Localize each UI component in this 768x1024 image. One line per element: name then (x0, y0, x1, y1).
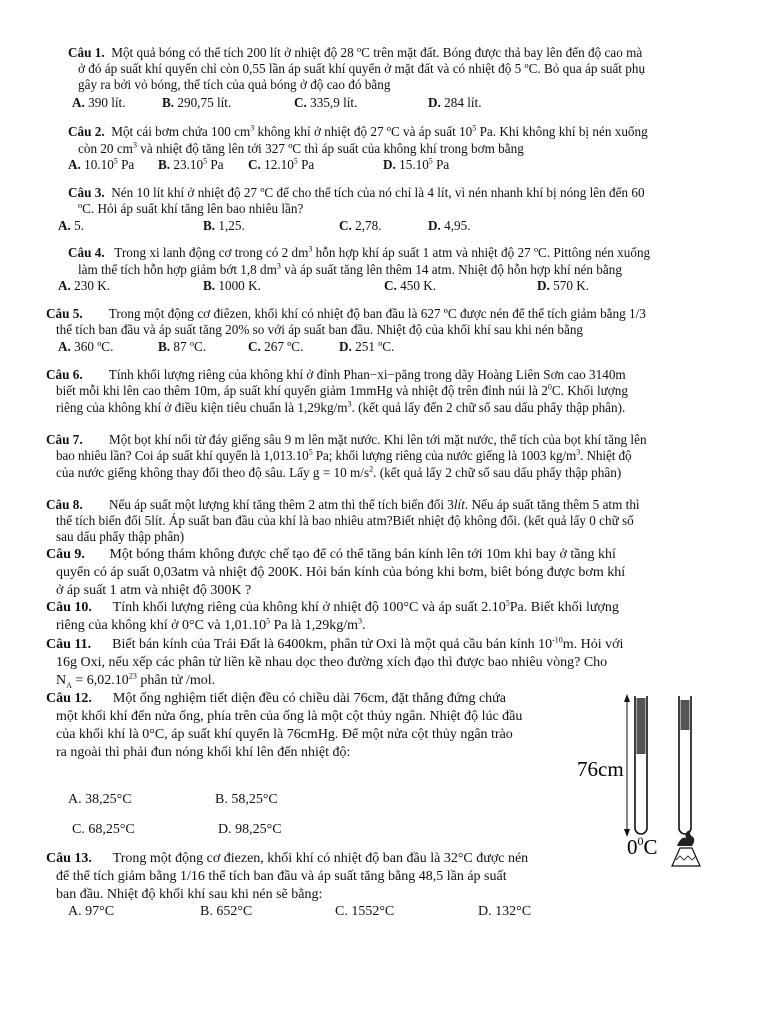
option-letter: A. (58, 278, 71, 293)
question-6-line-1 (46, 367, 626, 383)
option-unit: Pa (297, 157, 315, 172)
text: Nén 10 lít khí ở nhiệt độ 27 ºC để cho thể tích của nó chỉ là 4 lít, vì nén nhanh khí bị nóng lên đến 60 (111, 185, 645, 200)
question-12-line-4: ra ngoài thì phải đun nóng khối khí lên đến nhiệt độ: (56, 745, 351, 760)
text: N (56, 673, 67, 688)
question-2-line-2 (78, 141, 524, 157)
superscript: 5 (472, 123, 477, 133)
superscript: 5 (113, 156, 118, 166)
option-letter: C. (339, 218, 352, 233)
superscript: 5 (308, 447, 313, 457)
text: m. Hỏi với (562, 637, 624, 652)
text: Tính khối lượng riêng của không khí ở đỉnh Phan−xi−păng trong dãy Hoàng Liên Sơn cao 3140m (108, 367, 626, 382)
text: phân tử /mol. (136, 673, 216, 688)
question-13-line-3: ban đầu. Nhiệt độ khối khí sau khi nén sẽ bằng: (56, 887, 323, 902)
option-b[interactable] (158, 339, 206, 355)
option-c[interactable]: C. 1552°C (335, 904, 395, 919)
text: không khí ở nhiệt độ 27 ºC và áp suất 10 (254, 124, 473, 139)
question-9-line-1 (46, 546, 616, 563)
superscript: 5 (505, 598, 510, 608)
question-11-line-1 (46, 636, 623, 653)
option-text: 360 ºC. (70, 339, 114, 354)
option-letter: D. (428, 218, 441, 233)
text: Pa. Khi không khí bị nén xuống (476, 124, 648, 139)
superscript: 3 (132, 140, 137, 150)
option-text: 570 K. (549, 278, 590, 293)
text: Biết bán kính của Trái Đất là 6400km, phân tử Oxi là một quả cầu bán kính 10 (112, 637, 553, 652)
question-1-line-3: gây ra bởi vỏ bóng, thể tích của quả bóng ở độ cao đó bằng (78, 77, 391, 92)
question-5-line-2: thể tích ban đầu và áp suất tăng 20% so với áp suất ban đầu. Nhiệt độ của khối khí sau khi nén bằng (56, 322, 584, 337)
option-c[interactable]: C. 68,25°C (72, 822, 135, 837)
option-text: 2,78. (351, 218, 382, 233)
superscript: 0 (547, 382, 552, 392)
option-letter: C. (248, 339, 261, 354)
superscript: 2 (369, 464, 374, 474)
option-text: 4,95. (440, 218, 471, 233)
option-text: 251 ºC. (351, 339, 395, 354)
option-a[interactable] (72, 95, 126, 111)
option-text: 87 ºC. (170, 339, 207, 354)
option-text: 335,9 lít. (306, 95, 358, 110)
option-text: 10.10 (80, 157, 114, 172)
text: Một ống nghiệm tiết diện đều có chiều dài 76cm, đặt thẳng đứng chứa (112, 691, 506, 706)
option-d[interactable] (428, 218, 471, 234)
superscript: 3 (347, 399, 352, 409)
question-8-label: Câu 8. (46, 497, 83, 512)
question-2-label: Câu 2. (68, 124, 105, 139)
burner-base (672, 848, 700, 866)
question-11-line-3 (56, 672, 215, 689)
option-d[interactable]: D. 98,25°C (218, 822, 282, 837)
text: còn 20 cm (78, 141, 133, 156)
option-letter: C. (248, 157, 261, 172)
question-13-line-1 (46, 850, 528, 867)
test-tube-figure (575, 690, 705, 870)
option-letter: B. (203, 218, 216, 233)
option-text: 15.10 (395, 157, 429, 172)
option-letter: A. (68, 157, 81, 172)
option-d[interactable] (383, 157, 449, 173)
superscript: 5 (266, 616, 271, 626)
italic-text: lít (453, 497, 465, 512)
option-b[interactable] (162, 95, 231, 111)
arrow-head-top (624, 694, 630, 702)
question-2-line-1 (68, 124, 648, 140)
question-12-line-2: một khối khí đến nửa ống, phía trên của ống là một cột thủy ngân. Nhiệt độ lúc đầu (56, 709, 523, 724)
length-label: 76cm (577, 757, 624, 781)
question-7-line-2 (56, 448, 632, 464)
superscript: 3 (576, 447, 581, 457)
question-11-line-2: 16g Oxi, nếu xếp các phân tử liền kề nhau dọc theo đường xích đạo thì được bao nhiêu vòng? Cho (56, 655, 608, 670)
option-letter: B. (158, 339, 171, 354)
option-b[interactable]: B. 58,25°C (215, 792, 278, 807)
text: Một cái bơm chứa 100 cm (111, 124, 251, 139)
question-9-line-3: ở áp suất 1 atm và nhiệt độ 300K ? (56, 583, 252, 598)
subscript: A (66, 680, 72, 690)
mercury-column-right (681, 700, 690, 730)
superscript: 3 (358, 616, 363, 626)
question-1-text-1: Một quả bóng có thể tích 200 lít ở nhiệt độ 28 ºC trên mặt đất. Bóng được thả bay lên đến độ cao mà (111, 45, 643, 60)
question-1-label: Câu 1. (68, 45, 105, 60)
option-d[interactable] (537, 278, 589, 294)
superscript: 3 (250, 123, 255, 133)
question-6-label: Câu 6. (46, 367, 83, 382)
question-6-line-3 (56, 400, 625, 416)
test-tube-diagram (575, 690, 705, 870)
text: Pa; khối lượng riêng của nước giếng là 1003 kg/m (312, 448, 577, 463)
question-9-line-2: quyển có áp suất 0,03atm và nhiệt độ 200K. Hỏi bán kính của bóng khi bơm, biêt bóng được bơm khí (56, 565, 626, 580)
text: . (kết quả lấy đến 2 chữ số sau dấu phẩy thập phân). (351, 400, 626, 415)
question-10-line-1 (46, 599, 619, 616)
text: Một bọt khí nổi từ đáy giếng sâu 9 m lên mặt nước. Khi lên tới mặt nước, thể tích của bọt khí tăng lên (109, 432, 647, 447)
option-text: 23.10 (170, 157, 204, 172)
option-c[interactable] (248, 157, 314, 173)
question-10-line-2 (56, 617, 366, 634)
question-4-line-1 (68, 245, 650, 261)
option-a[interactable] (58, 339, 113, 355)
option-c[interactable] (248, 339, 303, 355)
option-b[interactable] (203, 218, 245, 234)
text: Trong một động cơ điêzen, khối khí có nhiệt độ ban đầu là 627 ºC được nén để thể tích giảm bằng 1/3 (108, 306, 646, 321)
question-7-line-3 (56, 465, 621, 481)
text: hỗn hợp khí áp suất 1 atm và nhiệt độ 27 ºC. Pittông nén xuống (312, 245, 651, 260)
superscript: 3 (276, 261, 281, 271)
text: của nước giếng không thay đổi theo độ sâu. Lấy g = 10 m/s (56, 465, 370, 480)
option-b[interactable] (158, 157, 224, 173)
question-8-line-1 (46, 497, 640, 513)
option-d[interactable] (339, 339, 394, 355)
text: . (kết quả lấy 2 chữ số sau dấu phẩy thập phân) (373, 465, 622, 480)
text: riêng của không khí ở 0°C và 1,01.10 (56, 618, 267, 633)
option-text: 290,75 lít. (174, 95, 232, 110)
question-3-line-2: ºC. Hỏi áp suất khí tăng lên bao nhiêu lần? (78, 201, 304, 216)
question-3-line-1 (68, 185, 645, 201)
temp-degree: 0 (637, 834, 644, 848)
option-a[interactable]: A. 97°C (68, 904, 115, 919)
option-a[interactable] (58, 218, 84, 234)
question-9-label: Câu 9. (46, 547, 85, 562)
superscript: 5 (428, 156, 433, 166)
text: riêng của không khí ở điều kiện tiêu chuẩn là 1,29kg/m (56, 400, 348, 415)
text: . Nhiệt độ (580, 448, 632, 463)
burner-flame (677, 830, 694, 846)
option-d[interactable] (428, 95, 482, 111)
text: Nếu áp suất một lượng khí tăng thêm 2 atm thì thể tích biến đổi 3 (109, 497, 454, 512)
option-c[interactable] (384, 278, 436, 294)
question-12-line-1 (46, 690, 506, 707)
option-c[interactable] (294, 95, 357, 111)
text: Pa là 1,29kg/m (270, 618, 359, 633)
option-b[interactable]: B. 652°C (200, 904, 253, 919)
temp-value: 0 (627, 835, 638, 859)
question-8-line-2: thể tích biến đổi 5lít. Áp suất ban đầu của khí là bao nhiêu atm?Biết nhiệt độ không đổi. (kết quả lấy 0 chữ số (56, 513, 634, 528)
text: . (362, 618, 366, 633)
option-letter: A. (72, 95, 85, 110)
question-13-line-2: để thể tích giảm bằng 1/16 thể tích ban đầu và áp suất tăng bằng 48,5 lần áp suất (56, 869, 507, 884)
text: Pa. Biết khối lượng (509, 600, 619, 615)
question-8-line-3: sau dấu phẩy thập phân) (56, 529, 185, 544)
option-unit: Pa (432, 157, 450, 172)
option-b[interactable] (203, 278, 261, 294)
option-text: 230 K. (70, 278, 111, 293)
superscript: -10 (552, 635, 563, 645)
temp-unit: C (643, 835, 658, 859)
option-unit: Pa (207, 157, 224, 172)
option-unit: Pa (117, 157, 135, 172)
text: Trong xi lanh động cơ trong có 2 dm (114, 245, 309, 260)
option-d[interactable]: D. 132°C (478, 904, 532, 919)
option-text: 1,25. (215, 218, 245, 233)
superscript: 3 (308, 244, 313, 254)
text: làm thể tích hỗn hợp giảm bớt 1,8 dm (78, 262, 277, 277)
option-letter: A. (58, 218, 71, 233)
temperature-label (627, 834, 658, 859)
text: và áp suất tăng lên thêm 14 atm. Nhiệt độ hỗn hợp khí nén bằng (280, 262, 622, 277)
question-1-line-1 (68, 45, 642, 61)
question-5-line-1 (46, 306, 646, 322)
option-letter: B. (203, 278, 216, 293)
option-letter: D. (428, 95, 441, 110)
text: bao nhiêu lần? Coi áp suất khí quyển là 1,013.10 (56, 448, 309, 463)
question-12-line-3: của khối khí là 0°C, áp suất khí quyển là 76cmHg. Để một nửa cột thủy ngân trào (56, 727, 513, 742)
question-5-label: Câu 5. (46, 306, 83, 321)
option-a[interactable] (68, 157, 134, 173)
option-text: 450 K. (396, 278, 437, 293)
question-4-line-2 (78, 262, 622, 278)
mercury-column-left (637, 698, 646, 754)
question-12-label: Câu 12. (46, 691, 92, 706)
option-letter: C. (294, 95, 307, 110)
option-c[interactable] (339, 218, 382, 234)
superscript: 5 (203, 156, 208, 166)
text: Trong một động cơ điezen, khối khí có nhiệt độ ban đầu là 32°C được nén (112, 851, 529, 866)
text: biết mỗi khi lên cao thêm 10m, áp suất khí quyển giảm 1mmHg và nhiệt độ trên đỉnh núi là 2 (56, 383, 548, 398)
option-text: 284 lít. (440, 95, 482, 110)
option-text: 5. (70, 218, 85, 233)
question-13-label: Câu 13. (46, 851, 92, 866)
option-a[interactable]: A. 38,25°C (68, 792, 132, 807)
question-11-label: Câu 11. (46, 637, 92, 652)
question-1-line-2: ở đó áp suất khí quyển chỉ còn 0,55 lần áp suất khí quyển ở mặt đất và có nhiệt độ 5 ºC. Bỏ qua áp suất phụ (78, 61, 646, 76)
option-text: 267 ºC. (260, 339, 304, 354)
option-letter: D. (537, 278, 550, 293)
option-text: 390 lít. (84, 95, 126, 110)
superscript: 23 (128, 671, 137, 681)
question-6-line-2 (56, 383, 628, 399)
option-text: 12.10 (260, 157, 294, 172)
option-letter: D. (383, 157, 396, 172)
text: C. Khối lượng (551, 383, 628, 398)
option-letter: B. (162, 95, 175, 110)
superscript: 5 (293, 156, 298, 166)
text: và nhiệt độ tăng lên tới 327 ºC thì áp suất của không khí trong bơm bằng (136, 141, 524, 156)
question-4-label: Câu 4. (68, 245, 105, 260)
option-letter: C. (384, 278, 397, 293)
option-letter: A. (58, 339, 71, 354)
option-text: 1000 K. (215, 278, 261, 293)
text: Một bóng thám không được chế tạo để có thể tăng bán kính lên tới 10m khi bay ở tầng khí (109, 547, 616, 562)
question-7-line-1 (46, 432, 647, 448)
question-3-label: Câu 3. (68, 185, 105, 200)
option-a[interactable] (58, 278, 110, 294)
option-letter: D. (339, 339, 352, 354)
question-7-label: Câu 7. (46, 432, 83, 447)
text: . Nếu áp suất tăng thêm 5 atm thì (464, 497, 640, 512)
option-letter: B. (158, 157, 171, 172)
question-10-label: Câu 10. (46, 600, 92, 615)
text: Tính khối lượng riêng của không khí ở nhiệt độ 100°C và áp suất 2.10 (112, 600, 506, 615)
text: = 6,02.10 (71, 673, 129, 688)
